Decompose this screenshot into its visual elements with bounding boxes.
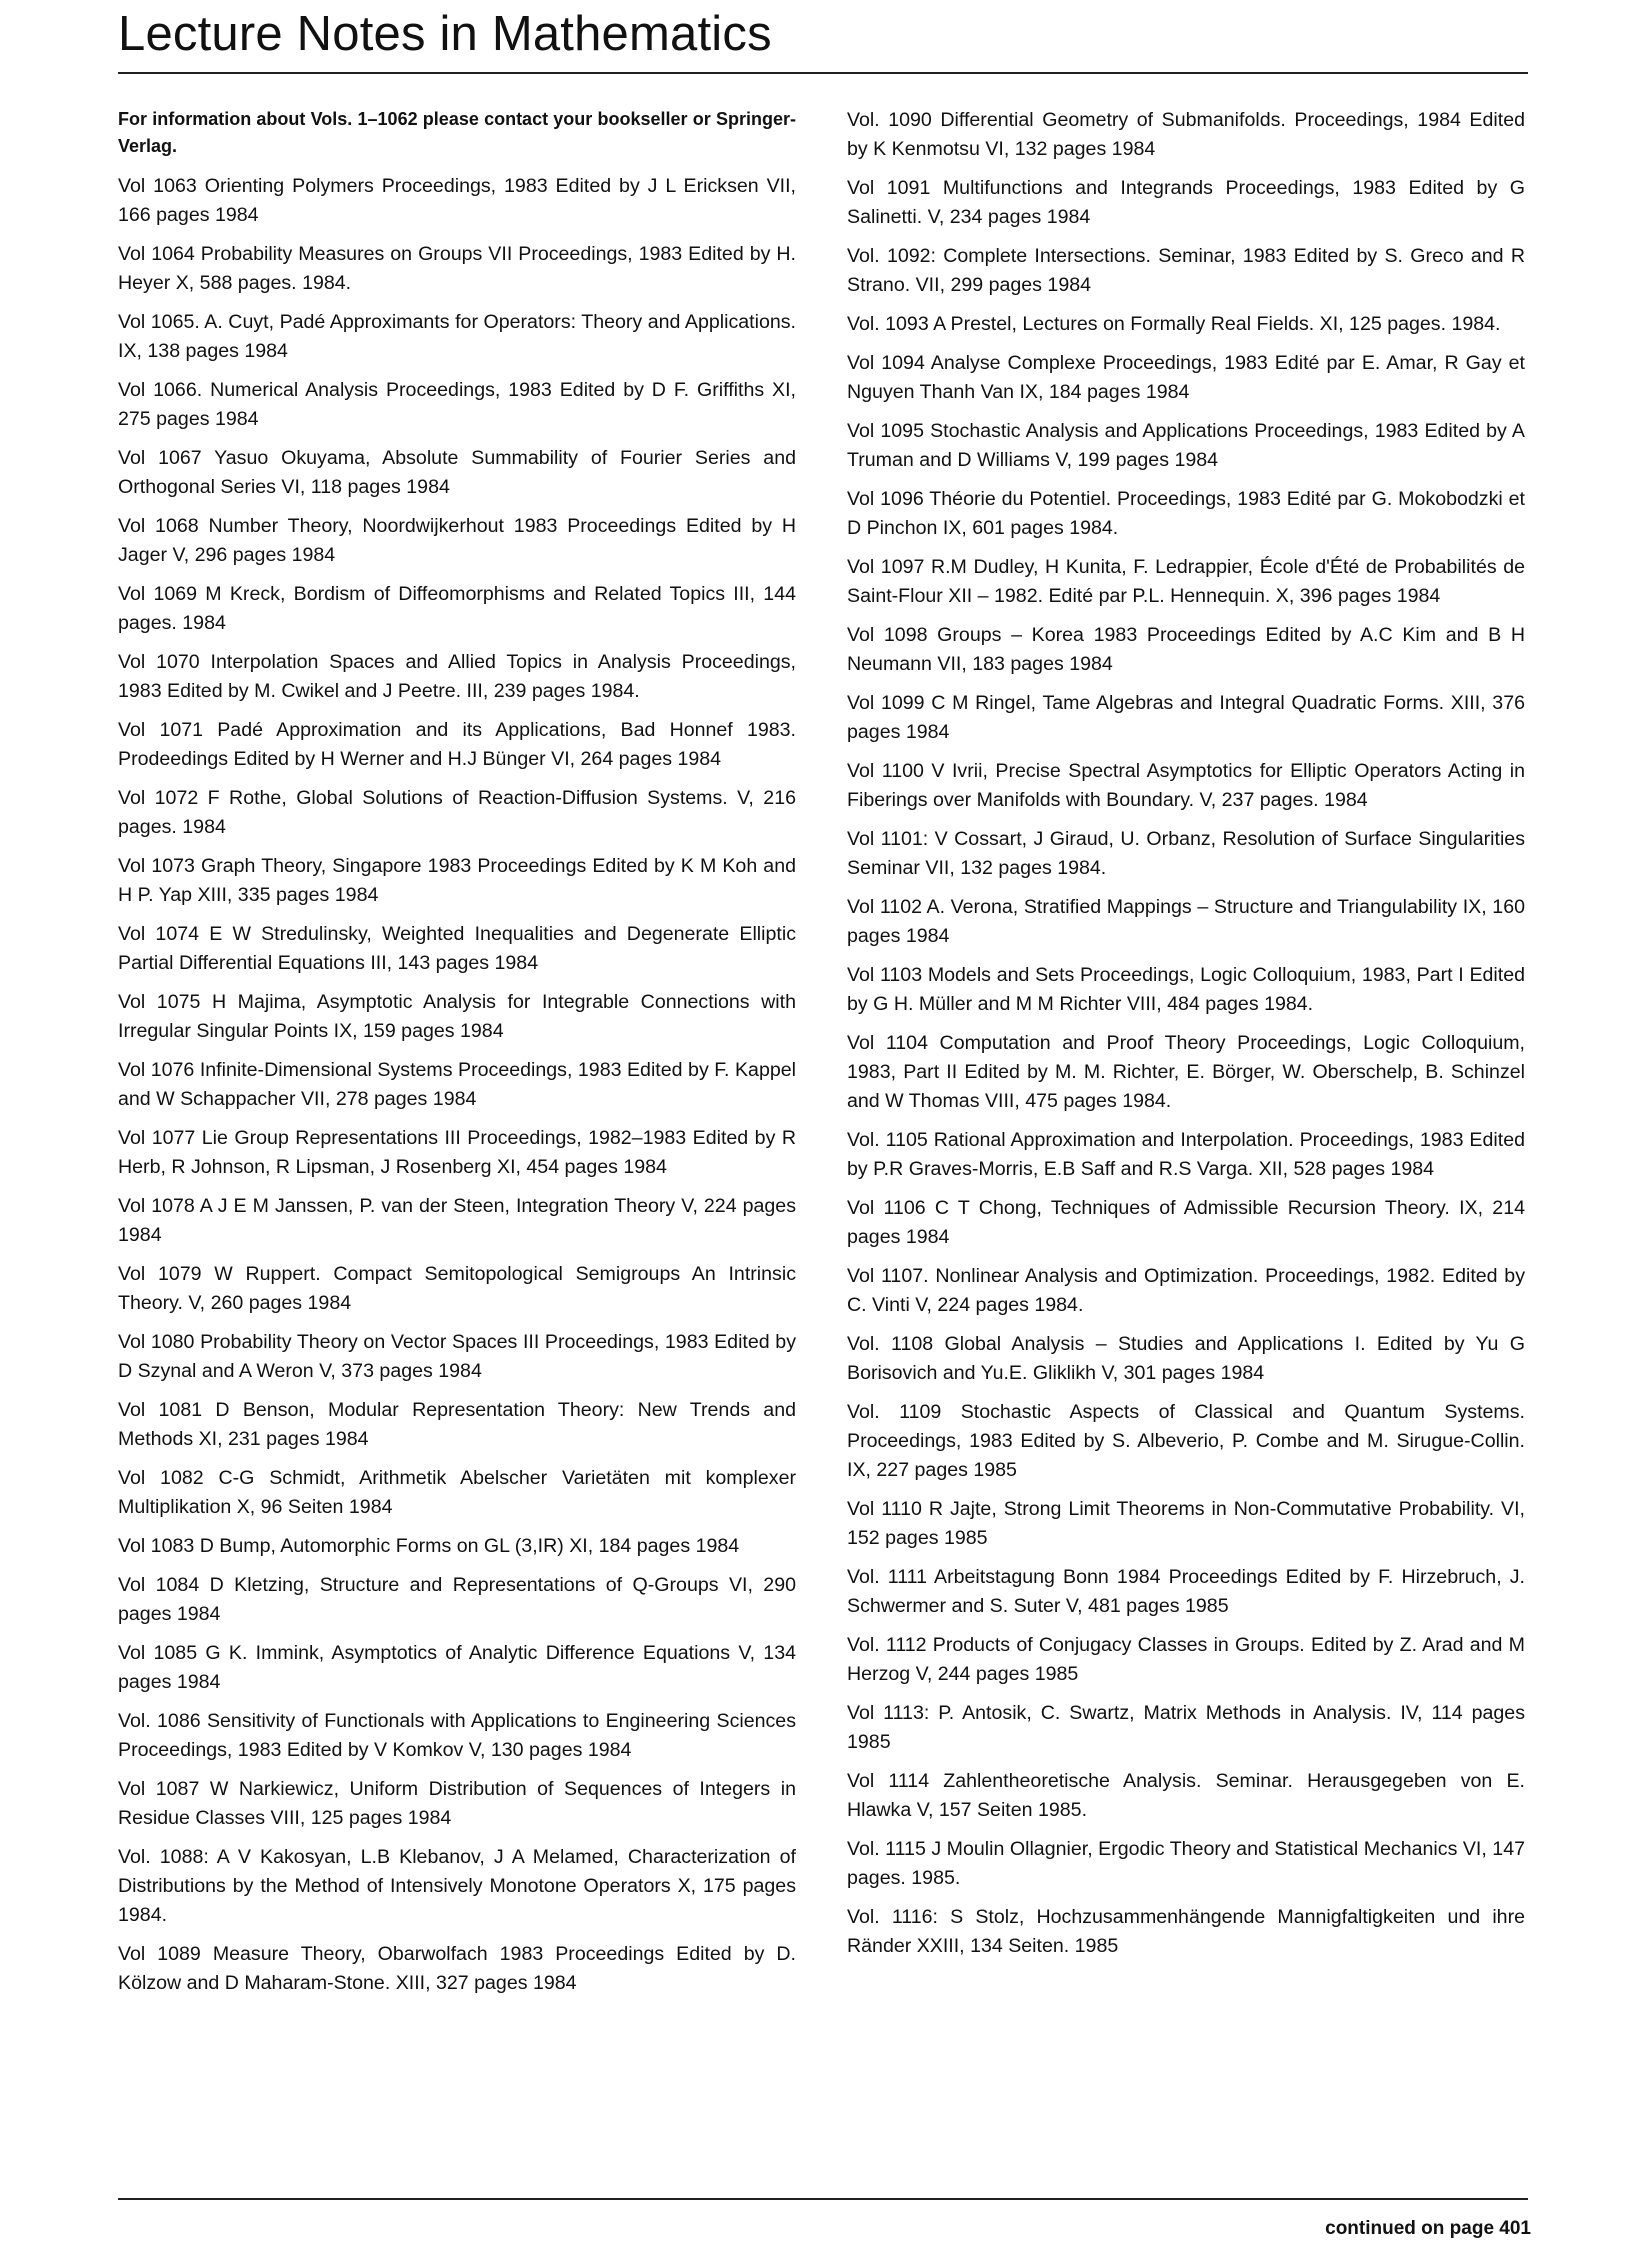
footer-rule [118,2198,1528,2200]
volume-entry: Vol. 1092: Complete Intersections. Seminar, 1983 Edited by S. Greco and R Strano. VII, 299 pages 1984 [847,245,1525,296]
volume-entry: Vol 1091 Multifunctions and Integrands Proceedings, 1983 Edited by G Salinetti. V, 234 pages 1984 [847,177,1525,228]
volume-entry: Vol 1100 V Ivrii, Precise Spectral Asymptotics for Elliptic Operators Acting in Fiberings over Manifolds with Boundary. V, 237 pages. 1984 [847,760,1525,811]
volume-entry: Vol 1113: P. Antosik, C. Swartz, Matrix Methods in Analysis. IV, 114 pages 1985 [847,1702,1525,1753]
header-rule [118,72,1528,74]
volume-entry: Vol 1063 Orienting Polymers Proceedings, 1983 Edited by J L Ericksen VII, 166 pages 1984 [118,175,796,226]
volume-entry: Vol 1075 H Majima, Asymptotic Analysis for Integrable Connections with Irregular Singular Points IX, 159 pages 1984 [118,991,796,1042]
volume-entry: Vol 1101: V Cossart, J Giraud, U. Orbanz, Resolution of Surface Singularities Seminar VII, 132 pages 1984. [847,828,1525,879]
volume-entry: Vol 1073 Graph Theory, Singapore 1983 Proceedings Edited by K M Koh and H P. Yap XIII, 335 pages 1984 [118,855,796,906]
volume-entry: Vol 1104 Computation and Proof Theory Proceedings, Logic Colloquium, 1983, Part II Edited by M. M. Richter, E. Börger, W. Oberschelp, B. Schinzel and W Thomas VIII, 475 pages 1984. [847,1032,1525,1112]
volume-entry: Vol. 1093 A Prestel, Lectures on Formally Real Fields. XI, 125 pages. 1984. [847,313,1501,335]
volume-entry: Vol 1081 D Benson, Modular Representation Theory: New Trends and Methods XI, 231 pages 1984 [118,1399,796,1450]
volume-entry: Vol 1065. A. Cuyt, Padé Approximants for Operators: Theory and Applications. IX, 138 pages 1984 [118,311,796,362]
volume-entry: Vol 1094 Analyse Complexe Proceedings, 1983 Edité par E. Amar, R Gay et Nguyen Thanh Van IX, 184 pages 1984 [847,352,1525,403]
volume-entry: Vol 1070 Interpolation Spaces and Allied Topics in Analysis Proceedings, 1983 Edited by M. Cwikel and J Peetre. III, 239 pages 1984. [118,651,796,702]
volume-entry: Vol 1099 C M Ringel, Tame Algebras and Integral Quadratic Forms. XIII, 376 pages 1984 [847,692,1525,743]
volume-entry: Vol 1078 A J E M Janssen, P. van der Steen, Integration Theory V, 224 pages 1984 [118,1195,796,1246]
volume-entry: Vol 1079 W Ruppert. Compact Semitopological Semigroups An Intrinsic Theory. V, 260 pages 1984 [118,1263,796,1314]
volume-entry: Vol 1097 R.M Dudley, H Kunita, F. Ledrappier, École d'Été de Probabilités de Saint-Flour XII – 1982. Edité par P.L. Hennequin. X, 396 pages 1984 [847,556,1525,607]
volume-entry: Vol 1068 Number Theory, Noordwijkerhout 1983 Proceedings Edited by H Jager V, 296 pages 1984 [118,515,796,566]
page-title: Lecture Notes in Mathematics [118,7,772,61]
volume-entry: Vol 1064 Probability Measures on Groups VII Proceedings, 1983 Edited by H. Heyer X, 588 pages. 1984. [118,243,796,294]
volume-entry: Vol. 1086 Sensitivity of Functionals with Applications to Engineering Sciences Proceedings, 1983 Edited by V Komkov V, 130 pages 1984 [118,1710,796,1761]
volume-entry: Vol 1106 C T Chong, Techniques of Admissible Recursion Theory. IX, 214 pages 1984 [847,1197,1525,1248]
volume-entry: Vol 1076 Infinite-Dimensional Systems Proceedings, 1983 Edited by F. Kappel and W Schappacher VII, 278 pages 1984 [118,1059,796,1110]
volume-entry: Vol 1087 W Narkiewicz, Uniform Distribution of Sequences of Integers in Residue Classes VIII, 125 pages 1984 [118,1778,796,1829]
volume-entry: Vol. 1105 Rational Approximation and Interpolation. Proceedings, 1983 Edited by P.R Graves-Morris, E.B Saff and R.S Varga. XII, 528 pages 1984 [847,1129,1525,1180]
volume-entry: Vol 1114 Zahlentheoretische Analysis. Seminar. Herausgegeben von E. Hlawka V, 157 Seiten 1985. [847,1770,1525,1821]
right-column [847,106,1525,1971]
volume-entry: Vol 1096 Théorie du Potentiel. Proceedings, 1983 Edité par G. Mokobodzki et D Pinchon IX, 601 pages 1984. [847,488,1525,539]
volume-entry: Vol. 1109 Stochastic Aspects of Classical and Quantum Systems. Proceedings, 1983 Edited by S. Albeverio, P. Combe and M. Sirugue-Collin. IX, 227 pages 1985 [847,1401,1525,1481]
volume-entry: Vol 1110 R Jajte, Strong Limit Theorems in Non-Commutative Probability. VI, 152 pages 1985 [847,1498,1525,1549]
volume-entry: Vol 1103 Models and Sets Proceedings, Logic Colloquium, 1983, Part I Edited by G H. Müller and M M Richter VIII, 484 pages 1984. [847,964,1525,1015]
left-column [118,106,796,2008]
volume-entry: Vol 1066. Numerical Analysis Proceedings, 1983 Edited by D F. Griffiths XI, 275 pages 1984 [118,379,796,430]
volume-entry: Vol 1069 M Kreck, Bordism of Diffeomorphisms and Related Topics III, 144 pages. 1984 [118,583,796,634]
intro-note: For information about Vols. 1–1062 please contact your bookseller or Springer-Verlag. [118,109,796,156]
volume-entry: Vol. 1088: A V Kakosyan, L.B Klebanov, J A Melamed, Characterization of Distributions by the Method of Intensively Monotone Operators X, 175 pages 1984. [118,1846,796,1926]
volume-entry: Vol. 1116: S Stolz, Hochzusammenhängende Mannigfaltigkeiten und ihre Ränder XXIII, 134 Seiten. 1985 [847,1906,1525,1957]
continued-note: continued on page 401 [1325,2218,1531,2239]
volume-entry: Vol. 1115 J Moulin Ollagnier, Ergodic Theory and Statistical Mechanics VI, 147 pages. 1985. [847,1838,1525,1889]
volume-entry: Vol 1080 Probability Theory on Vector Spaces III Proceedings, 1983 Edited by D Szynal and A Weron V, 373 pages 1984 [118,1331,796,1382]
volume-entry: Vol. 1112 Products of Conjugacy Classes in Groups. Edited by Z. Arad and M Herzog V, 244 pages 1985 [847,1634,1525,1685]
volume-entry: Vol. 1111 Arbeitstagung Bonn 1984 Proceedings Edited by F. Hirzebruch, J. Schwermer and S. Suter V, 481 pages 1985 [847,1566,1525,1617]
volume-entry: Vol 1083 D Bump, Automorphic Forms on GL (3,IR) XI, 184 pages 1984 [118,1535,740,1557]
volume-entry: Vol 1089 Measure Theory, Obarwolfach 1983 Proceedings Edited by D. Kölzow and D Maharam-Stone. XIII, 327 pages 1984 [118,1943,796,1994]
volume-entry: Vol. 1090 Differential Geometry of Submanifolds. Proceedings, 1984 Edited by K Kenmotsu VI, 132 pages 1984 [847,109,1525,160]
volume-entry: Vol 1074 E W Stredulinsky, Weighted Inequalities and Degenerate Elliptic Partial Differential Equations III, 143 pages 1984 [118,923,796,974]
volume-entry: Vol 1077 Lie Group Representations III Proceedings, 1982–1983 Edited by R Herb, R Johnson, R Lipsman, J Rosenberg XI, 454 pages 1984 [118,1127,796,1178]
volume-entry: Vol 1084 D Kletzing, Structure and Representations of Q-Groups VI, 290 pages 1984 [118,1574,796,1625]
volume-entry: Vol. 1108 Global Analysis – Studies and Applications I. Edited by Yu G Borisovich and Yu.E. Gliklikh V, 301 pages 1984 [847,1333,1525,1384]
volume-entry: Vol 1072 F Rothe, Global Solutions of Reaction-Diffusion Systems. V, 216 pages. 1984 [118,787,796,838]
volume-entry: Vol 1067 Yasuo Okuyama, Absolute Summability of Fourier Series and Orthogonal Series VI, 118 pages 1984 [118,447,796,498]
volume-entry: Vol 1085 G K. Immink, Asymptotics of Analytic Difference Equations V, 134 pages 1984 [118,1642,796,1693]
volume-entry: Vol 1082 C-G Schmidt, Arithmetik Abelscher Varietäten mit komplexer Multiplikation X, 96 Seiten 1984 [118,1467,796,1518]
volume-entry: Vol 1095 Stochastic Analysis and Applications Proceedings, 1983 Edited by A Truman and D Williams V, 199 pages 1984 [847,420,1525,471]
volume-entry: Vol 1102 A. Verona, Stratified Mappings – Structure and Triangulability IX, 160 pages 1984 [847,896,1525,947]
volume-entry: Vol 1071 Padé Approximation and its Applications, Bad Honnef 1983. Prodeedings Edited by H Werner and H.J Bünger VI, 264 pages 1984 [118,719,796,770]
volume-entry: Vol 1107. Nonlinear Analysis and Optimization. Proceedings, 1982. Edited by C. Vinti V, 224 pages 1984. [847,1265,1525,1316]
volume-entry: Vol 1098 Groups – Korea 1983 Proceedings Edited by A.C Kim and B H Neumann VII, 183 pages 1984 [847,624,1525,675]
